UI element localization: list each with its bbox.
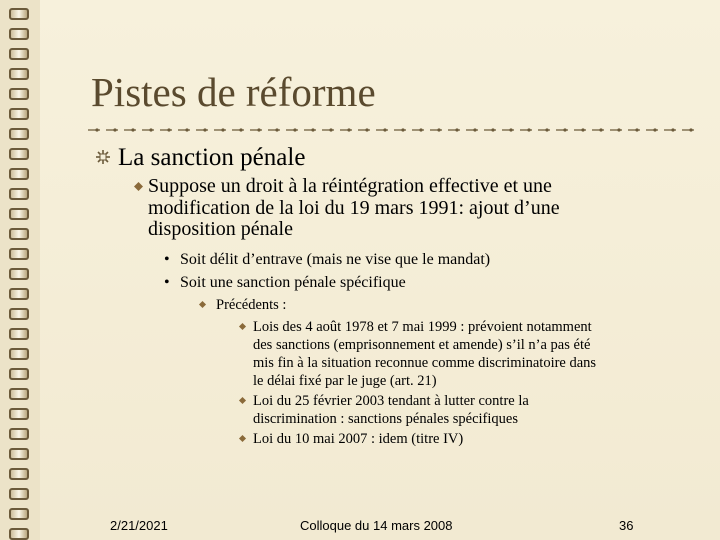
spiral-ring — [9, 388, 29, 400]
spiral-binding — [0, 0, 40, 540]
bullet-level-3-text: Soit délit d’entrave (mais ne vise que le mandat) — [180, 251, 491, 268]
spiral-ring — [9, 108, 29, 120]
small-diamond-bullet-icon — [239, 323, 246, 330]
spiral-ring — [9, 248, 29, 260]
spiral-ring — [9, 68, 29, 80]
spiral-ring — [9, 308, 29, 320]
dot-bullet-icon: • — [164, 274, 170, 291]
text-line: disposition pénale — [148, 218, 293, 240]
spiral-ring — [9, 228, 29, 240]
spiral-ring — [9, 408, 29, 420]
text-line: Loi du 25 février 2003 tendant à lutter contre la — [253, 393, 529, 409]
bullet-level-5-text — [253, 318, 685, 390]
spiral-ring — [9, 368, 29, 380]
footer-page-number: 36 — [619, 518, 634, 533]
slide-title: Pistes de réforme — [91, 69, 376, 115]
spiral-ring — [9, 528, 29, 540]
spiral-ring — [9, 48, 29, 60]
bullet-level-5-text — [253, 430, 685, 448]
spiral-ring — [9, 468, 29, 480]
bullet-level-2-text — [148, 176, 688, 241]
bullet-level-5-text — [253, 392, 685, 428]
text-line: Lois des 4 août 1978 et 7 mai 1999 : prévoient notamment — [253, 319, 592, 335]
footer-event: Colloque du 14 mars 2008 — [300, 518, 453, 533]
spiral-ring — [9, 268, 29, 280]
spiral-ring — [9, 208, 29, 220]
spiral-ring — [9, 508, 29, 520]
spiral-ring — [9, 128, 29, 140]
bullet-level-3-text: Soit une sanction pénale spécifique — [180, 274, 406, 291]
spiral-ring — [9, 288, 29, 300]
spiral-ring — [9, 448, 29, 460]
spiral-ring — [9, 428, 29, 440]
spiral-ring — [9, 188, 29, 200]
spiral-ring — [9, 88, 29, 100]
text-line: Loi du 10 mai 2007 : idem (titre IV) — [253, 431, 464, 447]
small-diamond-bullet-icon — [199, 301, 206, 308]
small-diamond-bullet-icon — [239, 435, 246, 442]
spiral-ring — [9, 168, 29, 180]
footer-date: 2/21/2021 — [110, 518, 168, 533]
text-line: Suppose un droit à la réintégration effective et une — [148, 175, 552, 197]
small-diamond-bullet-icon — [239, 397, 246, 404]
text-line: modification de la loi du 19 mars 1991: ajout d’une — [148, 196, 560, 219]
spiral-ring — [9, 148, 29, 160]
diamond-bullet-icon — [134, 182, 143, 191]
bullet-level-1-text: La sanction pénale — [118, 144, 306, 171]
spiral-ring — [9, 8, 29, 20]
spiral-ring — [9, 488, 29, 500]
dot-bullet-icon: • — [164, 251, 170, 268]
text-line: des sanctions (emprisonnement et amende) s’il n’a pas été — [253, 337, 591, 353]
asterisk-bullet-icon — [96, 150, 110, 164]
text-line: discrimination : sanctions pénales spécifiques — [253, 411, 518, 427]
dashed-divider — [88, 125, 696, 135]
spiral-ring — [9, 28, 29, 40]
bullet-level-4-text: Précédents : — [216, 297, 287, 313]
spiral-ring — [9, 348, 29, 360]
text-line: le délai fixé par le juge (art. 21) — [253, 373, 437, 389]
text-line: mis fin à la situation reconnue comme discriminatoire dans — [253, 355, 597, 371]
spiral-ring — [9, 328, 29, 340]
